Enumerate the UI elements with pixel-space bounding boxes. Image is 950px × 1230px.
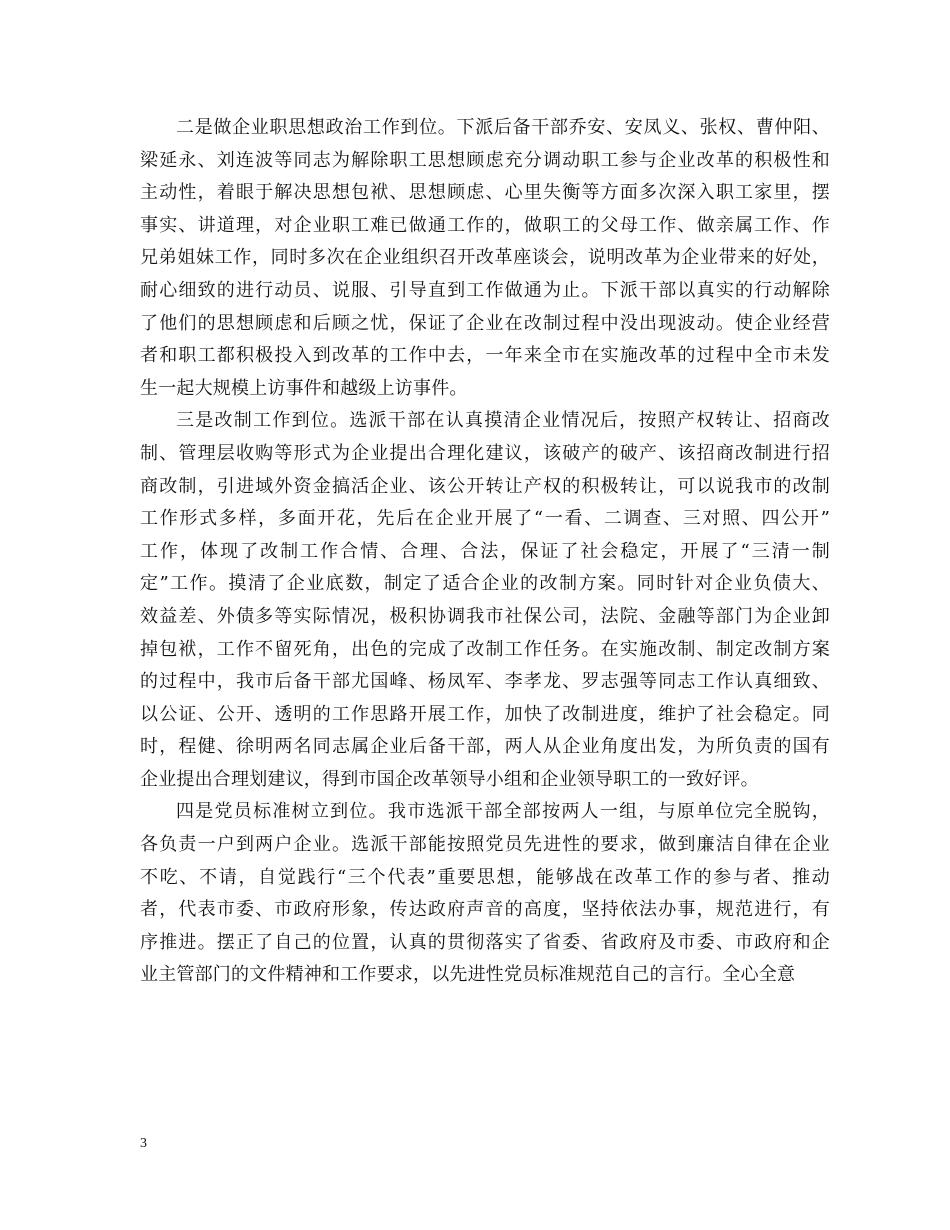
paragraph-line: 工作形式多样，多面开花，先后在企业开展了“一看、二调查、三对照、四公开” — [140, 508, 830, 530]
paragraph-line: 时，程健、徐明两名同志属企业后备干部，两人从企业角度出发，为所负责的国有 — [140, 736, 830, 758]
paragraph-line: 三是改制工作到位。选派干部在认真摸清企业情况后，按照产权转让、招商改 — [176, 410, 830, 432]
paragraph-line: 效益差、外债多等实际情况，极积协调我市社保公司，法院、金融等部门为企业卸 — [140, 605, 830, 627]
paragraph — [140, 405, 830, 796]
paragraph-line: 者，代表市委、市政府形象，传达政府声音的高度，坚持依法办事，规范进行，有 — [140, 899, 830, 921]
paragraph-line: 掉包袱，工作不留死角，出色的完成了改制工作任务。在实施改制、制定改制方案 — [140, 638, 830, 660]
paragraph-line: 事实、讲道理，对企业职工难已做通工作的，做职工的父母工作、做亲属工作、作 — [140, 214, 830, 236]
paragraph-line: 不吃、不请，自觉践行“三个代表”重要思想，能够战在改革工作的参与者、推动 — [140, 866, 830, 888]
paragraph-line: 者和职工都积极投入到改革的工作中去，一年来全市在实施改革的过程中全市未发 — [140, 345, 830, 367]
paragraph-line: 的过程中，我市后备干部尤国峰、杨凤军、李孝龙、罗志强等同志工作认真细致、 — [140, 671, 830, 693]
paragraph-line: 企业提出合理划建议，得到市国企改革领导小组和企业领导职工的一致好评。 — [140, 768, 759, 790]
paragraph — [140, 112, 830, 405]
body-text — [140, 112, 830, 992]
paragraph-line: 二是做企业职思想政治工作到位。下派后备干部乔安、安凤义、张权、曹仲阳、 — [176, 117, 830, 138]
paragraph-line: 各负责一户到两户企业。选派干部能按照党员先进性的要求，做到廉洁自律在企业 — [140, 834, 830, 856]
page-number: 3 — [140, 1136, 147, 1151]
paragraph-line: 了他们的思想顾虑和后顾之忧，保证了企业在改制过程中没出现波动。使企业经营 — [140, 312, 830, 334]
paragraph-line: 耐心细致的进行动员、说服、引导直到工作做通为止。下派干部以真实的行动解除 — [140, 279, 830, 301]
paragraph-line: 四是党员标准树立到位。我市选派干部全部按两人一组，与原单位完全脱钩， — [176, 801, 830, 823]
paragraph-line: 主动性，着眼于解决思想包袱、思想顾虑、心里失衡等方面多次深入职工家里，摆 — [140, 182, 830, 204]
paragraph-line: 定”工作。摸清了企业底数，制定了适合企业的改制方案。同时针对企业负债大、 — [140, 573, 830, 595]
paragraph-line: 梁延永、刘连波等同志为解除职工思想顾虑充分调动职工参与企业改革的积极性和 — [140, 149, 830, 171]
paragraph-line: 生一起大规模上访事件和越级上访事件。 — [140, 377, 468, 399]
paragraph-line: 工作，体现了改制工作合情、合理、合法，保证了社会稳定，开展了“三清一制 — [140, 540, 830, 562]
paragraph-line: 以公证、公开、透明的工作思路开展工作，加快了改制进度，维护了社会稳定。同 — [140, 703, 830, 725]
paragraph — [140, 796, 830, 992]
paragraph-line: 兄弟姐妹工作，同时多次在企业组织召开改革座谈会，说明改革为企业带来的好处， — [140, 247, 830, 269]
paragraph-line: 制、管理层收购等形式为企业提出合理化建议，该破产的破产、该招商改制进行招 — [140, 442, 830, 464]
paragraph-line: 商改制，引进域外资金搞活企业、该公开转让产权的积极转让，可以说我市的改制 — [140, 475, 830, 497]
paragraph-line: 业主管部门的文件精神和工作要求，以先进性党员标准规范自己的言行。全心全意 — [140, 964, 796, 986]
paragraph-line: 序推进。摆正了自己的位置，认真的贯彻落实了省委、省政府及市委、市政府和企 — [140, 931, 830, 953]
